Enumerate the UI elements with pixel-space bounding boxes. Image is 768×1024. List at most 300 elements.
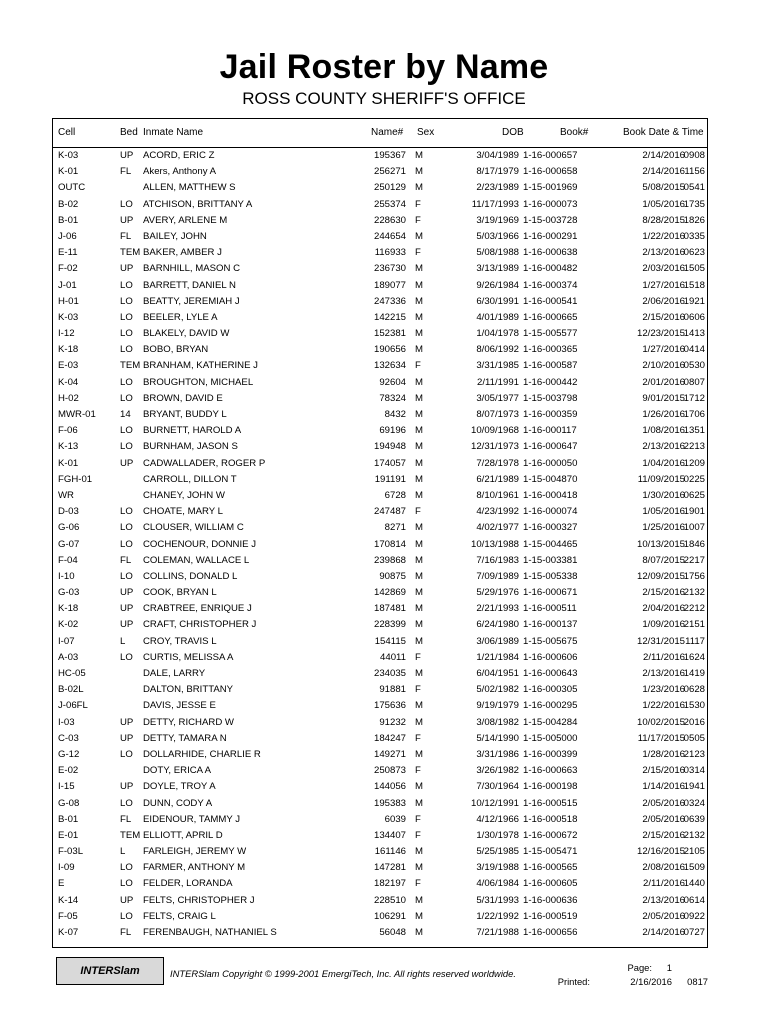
row-bed: LO: [120, 376, 133, 388]
row-book-time: 0623: [683, 247, 705, 259]
row-cell: F-05: [58, 910, 78, 922]
table-row: [53, 537, 707, 553]
row-dob: 3/31/1986: [476, 748, 519, 760]
row-book-time: 0225: [683, 473, 705, 485]
header-book-date-time: Book Date & Time: [623, 127, 704, 138]
row-book-date: 1/09/2016: [642, 619, 685, 631]
row-cell: E-03: [58, 360, 79, 372]
row-name-number: 190656: [373, 344, 406, 356]
row-sex: M: [415, 328, 423, 340]
row-dob: 3/04/1989: [476, 150, 519, 161]
row-name-number: 175636: [373, 700, 406, 712]
row-sex: M: [415, 182, 423, 194]
row-bed: UP: [120, 619, 134, 631]
row-inmate-name: COLEMAN, WALLACE L: [143, 554, 250, 566]
row-inmate-name: CROY, TRAVIS L: [143, 635, 217, 647]
row-name-number: 244654: [373, 230, 406, 242]
row-book-number: 1-16-000482: [523, 263, 578, 275]
row-name-number: 189077: [373, 279, 406, 291]
row-book-date: 2/14/2016: [642, 166, 685, 178]
row-book-number: 1-16-000658: [523, 166, 578, 178]
row-dob: 3/08/1982: [476, 716, 519, 728]
row-cell: G-06: [58, 522, 80, 534]
row-cell: K-13: [58, 441, 79, 453]
row-book-number: 1-16-000665: [523, 311, 578, 323]
table-row: [53, 844, 707, 860]
row-book-number: 1-16-000638: [523, 247, 578, 259]
row-inmate-name: FARLEIGH, JEREMY W: [143, 846, 247, 858]
row-book-number: 1-16-000656: [523, 927, 578, 938]
row-sex: F: [415, 247, 421, 259]
row-book-number: 1-15-005338: [523, 570, 578, 582]
row-dob: 8/17/1979: [476, 166, 519, 178]
table-row: [53, 796, 707, 812]
row-dob: 9/26/1984: [476, 279, 519, 291]
row-cell: K-18: [58, 344, 79, 356]
row-cell: G-12: [58, 748, 80, 760]
row-inmate-name: BEELER, LYLE A: [143, 311, 218, 323]
row-name-number: 8271: [384, 522, 406, 534]
row-name-number: 250873: [373, 765, 406, 777]
roster-table: [52, 118, 708, 948]
row-bed: UP: [120, 587, 134, 599]
row-name-number: 182197: [373, 878, 406, 890]
table-row: [53, 213, 707, 229]
table-row: [53, 876, 707, 892]
table-row: [53, 164, 707, 180]
table-row: [53, 245, 707, 261]
row-bed: UP: [120, 781, 134, 793]
row-book-time: 1505: [683, 263, 705, 275]
row-book-date: 2/01/2016: [642, 376, 685, 388]
row-book-date: 1/30/2016: [642, 489, 685, 501]
row-book-date: 2/13/2016: [642, 668, 685, 679]
row-book-time: 2132: [683, 587, 705, 599]
row-cell: F-04: [58, 554, 78, 566]
row-inmate-name: DUNN, CODY A: [143, 797, 213, 809]
row-cell: A-03: [58, 651, 79, 663]
row-sex: F: [415, 829, 421, 841]
row-book-date: 1/08/2016: [642, 425, 685, 437]
row-inmate-name: Akers, Anthony A: [143, 166, 217, 178]
row-book-date: 2/13/2016: [642, 247, 685, 259]
row-book-number: 1-16-000359: [523, 409, 578, 420]
header-sex: Sex: [417, 127, 435, 138]
row-dob: 7/16/1983: [476, 554, 519, 566]
row-name-number: 44011: [380, 651, 406, 663]
row-bed: UP: [120, 894, 134, 906]
table-row: [53, 682, 707, 698]
row-cell: J-06: [58, 230, 77, 242]
table-row: [53, 310, 707, 326]
row-inmate-name: DOTY, ERICA A: [143, 765, 212, 777]
table-row: [53, 634, 707, 650]
row-name-number: 247336: [373, 295, 406, 307]
row-dob: 7/21/1988: [476, 927, 519, 938]
table-row: [53, 585, 707, 601]
row-inmate-name: CURTIS, MELISSA A: [143, 651, 234, 663]
row-dob: 5/02/1982: [476, 684, 519, 696]
row-book-time: 0414: [683, 344, 705, 356]
row-book-date: 2/11/2016: [643, 878, 685, 890]
table-row: [53, 472, 707, 488]
row-name-number: 256271: [373, 166, 406, 178]
row-sex: F: [415, 684, 421, 696]
row-book-number: 1-16-000399: [523, 748, 578, 760]
logo-text: INTERSlam: [80, 965, 140, 977]
row-book-time: 1706: [683, 409, 705, 420]
row-inmate-name: BOBO, BRYAN: [143, 344, 209, 356]
row-book-date: 1/27/2016: [642, 344, 685, 356]
row-sex: M: [415, 846, 423, 858]
row-bed: UP: [120, 732, 134, 744]
row-cell: FGH-01: [58, 473, 93, 485]
row-bed: LO: [120, 328, 133, 340]
row-book-time: 0922: [683, 910, 705, 922]
row-book-time: 1530: [683, 700, 705, 712]
row-book-number: 1-15-005577: [523, 328, 578, 340]
row-book-time: 1624: [683, 651, 705, 663]
row-dob: 5/25/1985: [476, 846, 519, 858]
table-row: [53, 731, 707, 747]
row-book-time: 2212: [683, 603, 705, 615]
row-name-number: 90875: [379, 570, 406, 582]
row-inmate-name: FELDER, LORANDA: [143, 878, 233, 890]
table-row: [53, 860, 707, 876]
row-dob: 6/04/1951: [476, 668, 519, 679]
row-book-time: 2016: [683, 716, 705, 728]
row-book-time: 1756: [683, 570, 705, 582]
row-sex: M: [415, 409, 423, 420]
row-cell: E-02: [58, 765, 79, 777]
row-inmate-name: DALE, LARRY: [143, 668, 206, 679]
row-book-time: 0628: [683, 684, 705, 696]
row-book-date: 12/31/2015: [636, 635, 685, 647]
row-bed: LO: [120, 538, 133, 550]
row-book-number: 1-16-000519: [523, 910, 578, 922]
row-sex: M: [415, 554, 423, 566]
row-book-number: 1-15-004284: [523, 716, 578, 728]
row-book-time: 1351: [683, 425, 705, 437]
header-bed: Bed: [120, 127, 138, 138]
row-dob: 10/13/1988: [470, 538, 519, 550]
row-cell: B-02L: [58, 684, 84, 696]
row-cell: J-01: [58, 279, 77, 291]
row-book-number: 1-15-003381: [523, 554, 578, 566]
row-sex: M: [415, 587, 423, 599]
row-book-date: 2/15/2016: [642, 587, 685, 599]
table-row: [53, 601, 707, 617]
table-row: [53, 925, 707, 941]
row-book-date: 1/25/2016: [642, 522, 685, 534]
row-bed: FL: [120, 813, 132, 825]
row-book-date: 2/13/2016: [642, 894, 685, 906]
row-cell: G-03: [58, 587, 80, 599]
row-sex: M: [415, 910, 423, 922]
row-name-number: 69196: [379, 425, 406, 437]
row-book-number: 1-16-000663: [523, 765, 578, 777]
row-inmate-name: BLAKELY, DAVID W: [143, 328, 230, 340]
row-book-time: 0639: [683, 813, 705, 825]
row-name-number: 174057: [373, 457, 406, 469]
row-sex: M: [415, 748, 423, 760]
row-name-number: 142215: [373, 311, 406, 323]
row-book-time: 0335: [683, 230, 705, 242]
row-book-date: 5/08/2015: [642, 182, 685, 194]
row-inmate-name: FERENBAUGH, NATHANIEL S: [143, 927, 277, 938]
row-bed: LO: [120, 878, 133, 890]
row-name-number: 228510: [373, 894, 406, 906]
row-bed: L: [120, 846, 126, 858]
row-inmate-name: CRAFT, CHRISTOPHER J: [143, 619, 257, 631]
row-book-time: 1901: [683, 506, 705, 518]
row-book-number: 1-16-000374: [523, 279, 578, 291]
row-sex: M: [415, 230, 423, 242]
row-bed: LO: [120, 311, 133, 323]
row-dob: 10/12/1991: [470, 797, 519, 809]
row-book-date: 2/15/2016: [642, 829, 685, 841]
row-cell: K-14: [58, 894, 79, 906]
row-cell: K-01: [58, 166, 79, 178]
row-sex: M: [415, 570, 423, 582]
row-book-number: 1-16-000074: [523, 506, 578, 518]
row-dob: 3/19/1969: [476, 214, 519, 226]
table-row: [53, 407, 707, 423]
row-dob: 6/21/1989: [476, 473, 519, 485]
row-bed: TEM: [120, 360, 141, 372]
row-inmate-name: BURNHAM, JASON S: [143, 441, 238, 453]
row-dob: 4/23/1992: [476, 506, 519, 518]
row-book-date: 1/28/2016: [642, 748, 685, 760]
table-row: [53, 763, 707, 779]
row-name-number: 106291: [373, 910, 406, 922]
row-sex: F: [415, 813, 421, 825]
row-bed: FL: [120, 230, 132, 242]
row-inmate-name: AVERY, ARLENE M: [143, 214, 228, 226]
row-dob: 3/26/1982: [476, 765, 519, 777]
row-bed: FL: [120, 166, 132, 178]
row-sex: M: [415, 263, 423, 275]
row-cell: OUTC: [58, 182, 86, 194]
row-bed: LO: [120, 522, 133, 534]
row-dob: 2/11/1991: [477, 376, 519, 388]
row-cell: I-10: [58, 570, 75, 582]
table-row: [53, 747, 707, 763]
row-book-time: 2123: [683, 748, 705, 760]
row-cell: MWR-01: [58, 409, 96, 420]
row-cell: I-15: [58, 781, 75, 793]
row-cell: E: [58, 878, 65, 890]
row-inmate-name: COCHENOUR, DONNIE J: [143, 538, 256, 550]
row-bed: LO: [120, 570, 133, 582]
row-book-time: 1826: [683, 214, 705, 226]
row-inmate-name: CADWALLADER, ROGER P: [143, 457, 266, 469]
row-name-number: 6728: [384, 489, 406, 501]
row-name-number: 247487: [373, 506, 406, 518]
row-dob: 8/07/1973: [476, 409, 519, 420]
table-row: [53, 197, 707, 213]
row-book-date: 1/05/2016: [642, 506, 685, 518]
row-cell: G-07: [58, 538, 80, 550]
row-book-number: 1-16-000515: [523, 797, 578, 809]
row-cell: G-08: [58, 797, 80, 809]
row-cell: WR: [58, 489, 74, 501]
report-subtitle: ROSS COUNTY SHERIFF'S OFFICE: [242, 89, 526, 108]
row-book-time: 1413: [683, 328, 705, 340]
row-name-number: 147281: [373, 862, 406, 874]
row-bed: LO: [120, 295, 133, 307]
row-name-number: 144056: [373, 781, 406, 793]
row-bed: LO: [120, 862, 133, 874]
row-dob: 5/03/1966: [476, 230, 519, 242]
table-row: [53, 569, 707, 585]
row-name-number: 134407: [373, 829, 406, 841]
row-dob: 7/28/1978: [476, 457, 519, 469]
table-row: [53, 261, 707, 277]
row-cell: HC-05: [58, 668, 86, 679]
row-cell: K-04: [58, 376, 79, 388]
row-book-date: 11/17/2015: [637, 732, 685, 744]
table-row: [53, 229, 707, 245]
row-bed: UP: [120, 263, 134, 275]
row-book-number: 1-16-000198: [523, 781, 578, 793]
row-sex: M: [415, 538, 423, 550]
row-book-date: 10/13/2015: [636, 538, 685, 550]
row-name-number: 152381: [373, 328, 406, 340]
row-book-date: 2/15/2016: [642, 765, 685, 777]
row-bed: LO: [120, 344, 133, 356]
row-book-number: 1-15-005471: [523, 846, 578, 858]
row-book-date: 1/23/2016: [642, 684, 685, 696]
row-book-date: 2/10/2016: [642, 360, 685, 372]
table-row: [53, 180, 707, 196]
row-sex: M: [415, 376, 423, 388]
table-row: [53, 342, 707, 358]
table-row: [53, 358, 707, 374]
row-cell: H-02: [58, 392, 79, 404]
row-book-number: 1-16-000643: [523, 668, 578, 679]
row-book-time: 1712: [683, 392, 705, 404]
row-dob: 3/19/1988: [476, 862, 519, 874]
row-book-time: 2151: [683, 619, 705, 631]
row-book-time: 0324: [683, 797, 705, 809]
row-bed: LO: [120, 279, 133, 291]
row-book-time: 1509: [683, 862, 705, 874]
row-name-number: 255374: [373, 198, 406, 210]
header-inmate-name: Inmate Name: [143, 127, 204, 138]
row-bed: TEM: [120, 829, 141, 841]
row-book-date: 2/14/2016: [642, 150, 685, 161]
table-row: [53, 617, 707, 633]
row-book-number: 1-16-000657: [523, 150, 578, 161]
row-cell: K-03: [58, 311, 79, 323]
row-sex: F: [415, 651, 421, 663]
row-sex: F: [415, 360, 421, 372]
row-book-date: 2/08/2016: [642, 862, 685, 874]
row-inmate-name: BAKER, AMBER J: [143, 247, 222, 259]
row-sex: F: [415, 732, 421, 744]
row-dob: 4/01/1989: [476, 311, 519, 323]
row-book-date: 9/01/2015: [642, 392, 685, 404]
row-book-number: 1-16-000672: [523, 829, 578, 841]
row-book-number: 1-16-000073: [523, 198, 578, 210]
row-bed: LO: [120, 651, 133, 663]
row-book-date: 8/07/2015: [642, 554, 685, 566]
row-inmate-name: CHOATE, MARY L: [143, 506, 223, 518]
row-name-number: 161146: [374, 846, 406, 858]
row-inmate-name: CRABTREE, ENRIQUE J: [143, 603, 252, 615]
table-row: [53, 439, 707, 455]
row-book-number: 1-16-000117: [523, 425, 577, 437]
row-cell: I-03: [58, 716, 75, 728]
row-book-number: 1-16-000671: [523, 587, 578, 599]
row-cell: K-02: [58, 619, 79, 631]
row-book-time: 1117: [685, 635, 705, 647]
interslam-logo: [56, 957, 164, 985]
table-row: [53, 698, 707, 714]
row-inmate-name: BARRETT, DANIEL N: [143, 279, 236, 291]
row-book-number: 1-16-000606: [523, 651, 578, 663]
row-book-time: 1921: [683, 295, 705, 307]
row-cell: B-01: [58, 214, 79, 226]
row-sex: M: [415, 279, 423, 291]
row-dob: 6/30/1991: [476, 295, 519, 307]
row-name-number: 6039: [384, 813, 406, 825]
report-footer: [52, 953, 708, 993]
row-book-number: 1-16-000418: [523, 489, 578, 501]
row-book-number: 1-15-004465: [523, 538, 578, 550]
row-book-time: 0727: [683, 927, 705, 938]
row-bed: LO: [120, 425, 133, 437]
table-row: [53, 553, 707, 569]
row-book-number: 1-16-000050: [523, 457, 578, 469]
row-cell: I-12: [58, 328, 75, 340]
row-cell: K-01: [58, 457, 79, 469]
row-book-number: 1-16-000137: [523, 619, 578, 631]
row-book-number: 1-16-000587: [523, 360, 578, 372]
row-name-number: 195367: [373, 150, 406, 161]
row-book-number: 1-16-000295: [523, 700, 578, 712]
row-book-time: 0908: [683, 150, 705, 161]
row-inmate-name: DETTY, RICHARD W: [143, 716, 234, 728]
table-row: [53, 893, 707, 909]
row-book-number: 1-16-000365: [523, 344, 578, 356]
row-book-number: 1-15-005000: [523, 732, 578, 744]
row-sex: M: [415, 150, 423, 161]
row-sex: F: [415, 198, 421, 210]
row-book-number: 1-16-000518: [523, 813, 578, 825]
row-sex: M: [415, 441, 423, 453]
row-name-number: 228630: [373, 214, 406, 226]
row-name-number: 239868: [373, 554, 406, 566]
row-inmate-name: DALTON, BRITTANY: [143, 684, 234, 696]
row-dob: 3/13/1989: [476, 263, 519, 275]
row-book-number: 1-16-000636: [523, 894, 578, 906]
row-bed: UP: [120, 150, 134, 161]
row-book-number: 1-16-000605: [523, 878, 578, 890]
row-cell: H-01: [58, 295, 79, 307]
row-bed: LO: [120, 198, 133, 210]
row-book-time: 1735: [683, 198, 705, 210]
row-sex: M: [415, 392, 423, 404]
table-row: [53, 375, 707, 391]
table-row: [53, 456, 707, 472]
row-inmate-name: DAVIS, JESSE E: [143, 700, 216, 712]
row-book-number: 1-16-000565: [523, 862, 578, 874]
row-bed: UP: [120, 716, 134, 728]
row-sex: F: [415, 506, 421, 518]
row-book-time: 1156: [684, 166, 705, 178]
